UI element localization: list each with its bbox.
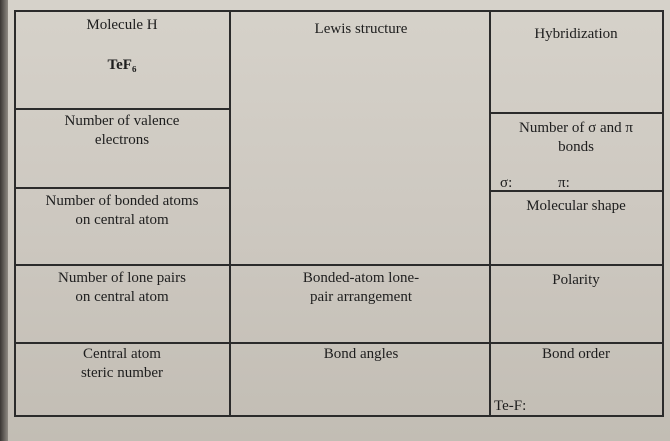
lone-pairs-label: Number of lone pairs on central atom bbox=[58, 270, 186, 305]
hybridization-heading: Hybridization bbox=[534, 26, 618, 42]
left-row-divider-2 bbox=[14, 187, 230, 189]
te-f-bond-label: Te-F: bbox=[494, 398, 527, 414]
bonded-atoms-label: Number of bonded atoms on central atom bbox=[45, 193, 199, 228]
bottom-border bbox=[14, 415, 664, 417]
pi-bonds-label: π: bbox=[558, 175, 570, 191]
vertical-divider-1 bbox=[229, 10, 231, 417]
right-border bbox=[662, 10, 664, 417]
polarity-label: Polarity bbox=[552, 272, 600, 288]
lewis-structure-heading: Lewis structure bbox=[314, 21, 408, 37]
bonded-atom-lone-pair-label: Bonded-atom lone- pair arrangement bbox=[302, 270, 420, 305]
bond-order-label: Bond order bbox=[542, 346, 610, 362]
vertical-divider-2 bbox=[489, 10, 491, 417]
valence-electrons-label: Number of valence electrons bbox=[64, 113, 180, 148]
molecule-formula: TeF₆ bbox=[107, 57, 137, 73]
row-divider-3 bbox=[14, 264, 664, 266]
sigma-pi-bonds-label: Number of σ and π bonds bbox=[519, 120, 633, 155]
left-border bbox=[14, 10, 16, 417]
bond-angles-label: Bond angles bbox=[323, 346, 399, 362]
edge-shadow bbox=[0, 0, 8, 441]
right-row-divider-1 bbox=[489, 112, 664, 114]
top-border bbox=[14, 10, 664, 12]
molecule-label: Molecule H bbox=[86, 17, 158, 33]
steric-number-label: Central atom steric number bbox=[80, 346, 164, 381]
molecular-shape-label: Molecular shape bbox=[526, 198, 626, 214]
row-divider-4 bbox=[14, 342, 664, 344]
left-row-divider-1 bbox=[14, 108, 230, 110]
sigma-bonds-label: σ: bbox=[500, 175, 513, 191]
